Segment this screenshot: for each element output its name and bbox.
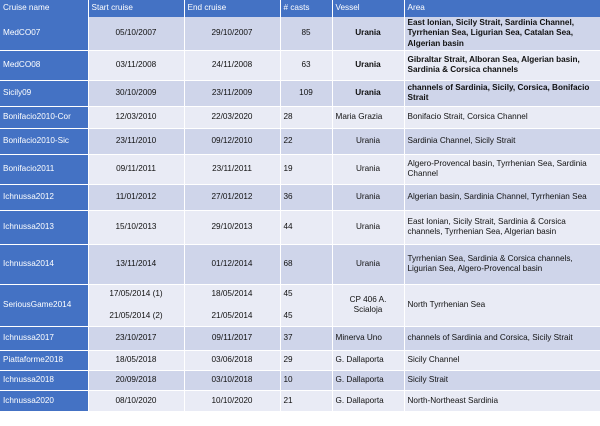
start-date: 17/05/2014 (1) [109,289,163,299]
vessel-name: CP 406 A. Scialoja [332,284,404,326]
start-date: 30/10/2009 [88,80,184,106]
area-text: East Ionian, Sicily Strait, Sardinia & Corsica channels, Tyrrhenian Sea, Algerian basin [404,210,600,244]
casts-count: 22 [280,128,332,154]
area-text: East Ionian, Sicily Strait, Sardinia Channel, Tyrrhenian Sea, Ligurian Sea, Catalan Sea, Algerian basin [404,17,600,50]
start-date: 13/11/2014 [88,244,184,284]
cruise-name: Bonifacio2010-Sic [0,128,88,154]
end-date: 03/10/2018 [184,370,280,390]
table-row [0,350,600,370]
table-row [0,50,600,80]
start-date: 23/10/2017 [88,326,184,350]
cruise-name: Sicily09 [0,80,88,106]
cruise-name: Ichnussa2020 [0,390,88,411]
header-cruise-name: Cruise name [0,0,88,17]
end-date: 10/10/2020 [184,390,280,411]
casts-stack [284,289,329,321]
start-date: 18/05/2018 [88,350,184,370]
casts-count: 109 [280,80,332,106]
table-row [0,326,600,350]
start-date: 09/11/2011 [88,154,184,184]
area-text: Gibraltar Strait, Alboran Sea, Algerian basin, Sardinia & Corsica channels [404,50,600,80]
area-text: channels of Sardinia and Corsica, Sicily Strait [404,326,600,350]
header-area: Area [404,0,600,17]
casts-count-second: 45 [283,311,293,320]
end-date-cell [184,284,280,326]
end-date: 09/11/2017 [184,326,280,350]
vessel-name: Urania [332,80,404,106]
cruise-name: MedCO07 [0,17,88,50]
start-date: 03/11/2008 [88,50,184,80]
casts-count: 36 [280,184,332,210]
header-row [0,0,600,17]
area-text: Algero-Provencal basin, Tyrrhenian Sea, Sardinia Channel [404,154,600,184]
area-text: Tyrrhenian Sea, Sardinia & Corsica channels, Ligurian Sea, Algero-Provencal basin [404,244,600,284]
start-date: 05/10/2007 [88,17,184,50]
vessel-name: Urania [332,128,404,154]
cruise-name: Ichnussa2012 [0,184,88,210]
start-date-stack [92,289,181,321]
table-row [0,80,600,106]
start-date: 15/10/2013 [88,210,184,244]
end-date: 01/12/2014 [184,244,280,284]
area-text: Bonifacio Strait, Corsica Channel [404,106,600,128]
end-date: 27/01/2012 [184,184,280,210]
casts-cell [280,284,332,326]
table-row [0,244,600,284]
vessel-name: Urania [332,210,404,244]
table-row [0,106,600,128]
header-vessel: Vessel [332,0,404,17]
table-row [0,370,600,390]
vessel-name: Urania [332,184,404,210]
table-row [0,210,600,244]
cruise-name: Bonifacio2011 [0,154,88,184]
vessel-name: Urania [332,50,404,80]
casts-count: 29 [280,350,332,370]
table-row [0,128,600,154]
area-text: channels of Sardinia, Sicily, Corsica, Bonifacio Strait [404,80,600,106]
end-date: 29/10/2013 [184,210,280,244]
casts-count: 68 [280,244,332,284]
table-row [0,284,600,326]
area-text: North Tyrrhenian Sea [404,284,600,326]
end-date: 18/05/2014 [211,289,253,299]
end-date-second: 21/05/2014 [211,311,253,320]
cruise-name: SeriousGame2014 [0,284,88,326]
start-date: 20/09/2018 [88,370,184,390]
vessel-name: G. Dallaporta [332,370,404,390]
start-date-second: 21/05/2014 (2) [109,311,163,320]
cruise-name: Ichnussa2013 [0,210,88,244]
vessel-name: G. Dallaporta [332,390,404,411]
header-end-cruise: End cruise [184,0,280,17]
casts-count: 44 [280,210,332,244]
cruise-name: Ichnussa2017 [0,326,88,350]
end-date: 24/11/2008 [184,50,280,80]
start-date: 11/01/2012 [88,184,184,210]
end-date: 22/03/2020 [184,106,280,128]
casts-count: 63 [280,50,332,80]
vessel-name: G. Dallaporta [332,350,404,370]
cruise-name: MedCO08 [0,50,88,80]
area-text: Sicily Channel [404,350,600,370]
start-date: 08/10/2020 [88,390,184,411]
cruise-name: Bonifacio2010-Cor [0,106,88,128]
table-row [0,184,600,210]
area-text: North-Northeast Sardinia [404,390,600,411]
table-row [0,390,600,411]
casts-count: 19 [280,154,332,184]
casts-count: 37 [280,326,332,350]
casts-count: 10 [280,370,332,390]
area-text: Sardinia Channel, Sicily Strait [404,128,600,154]
casts-count: 85 [280,17,332,50]
start-date: 12/03/2010 [88,106,184,128]
casts-count: 45 [283,289,293,299]
vessel-name: Minerva Uno [332,326,404,350]
vessel-name: Urania [332,244,404,284]
end-date: 03/06/2018 [184,350,280,370]
end-date-stack [188,289,277,321]
table-row [0,17,600,50]
start-date-cell [88,284,184,326]
start-date: 23/11/2010 [88,128,184,154]
header-start-cruise: Start cruise [88,0,184,17]
casts-count: 28 [280,106,332,128]
vessel-name: Maria Grazia [332,106,404,128]
cruise-name: Ichnussa2018 [0,370,88,390]
end-date: 29/10/2007 [184,17,280,50]
end-date: 23/11/2009 [184,80,280,106]
vessel-name: Urania [332,154,404,184]
vessel-name: Urania [332,17,404,50]
end-date: 09/12/2010 [184,128,280,154]
area-text: Sicily Strait [404,370,600,390]
header-casts: # casts [280,0,332,17]
area-text: Algerian basin, Sardinia Channel, Tyrrhenian Sea [404,184,600,210]
cruise-name: Ichnussa2014 [0,244,88,284]
cruise-name: Piattaforme2018 [0,350,88,370]
casts-count: 21 [280,390,332,411]
end-date: 23/11/2011 [184,154,280,184]
table-row [0,154,600,184]
